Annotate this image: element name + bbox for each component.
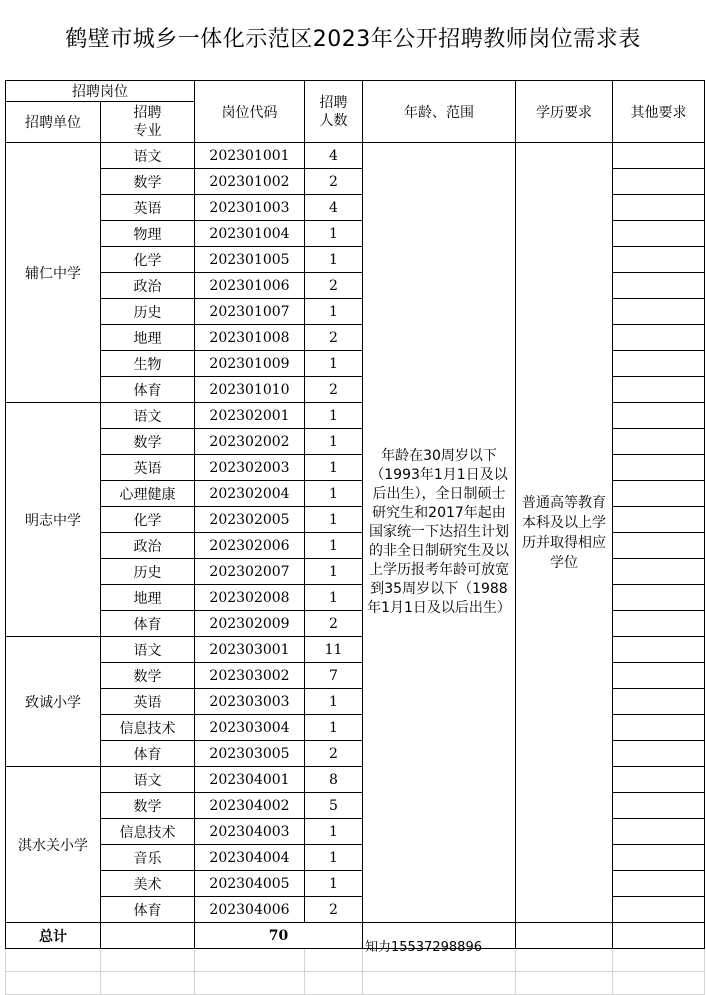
count-cell: 2 — [305, 325, 363, 351]
major-cell: 语文 — [101, 143, 195, 169]
other-requirement-cell — [613, 871, 705, 897]
post-code-cell: 202301002 — [195, 169, 305, 195]
contact-text: 知力15537298896 — [365, 940, 482, 955]
count-cell: 1 — [305, 689, 363, 715]
other-requirement-cell — [613, 507, 705, 533]
sheet-grid-cell — [195, 949, 305, 972]
post-code-cell: 202301006 — [195, 273, 305, 299]
sheet-grid-cell — [6, 949, 101, 972]
unit-name: 明志中学 — [6, 403, 101, 637]
header-code: 岗位代码 — [195, 81, 305, 143]
count-cell: 8 — [305, 767, 363, 793]
major-cell: 体育 — [101, 741, 195, 767]
count-cell: 1 — [305, 481, 363, 507]
other-requirement-cell — [613, 897, 705, 923]
post-code-cell: 202302007 — [195, 559, 305, 585]
major-cell: 美术 — [101, 871, 195, 897]
post-code-cell: 202301004 — [195, 221, 305, 247]
header-education: 学历要求 — [516, 81, 613, 143]
other-requirement-cell — [613, 429, 705, 455]
page-title: 鹤壁市城乡一体化示范区2023年公开招聘教师岗位需求表 — [65, 27, 641, 52]
unit-name: 辅仁中学 — [6, 143, 101, 403]
other-requirement-cell — [613, 143, 705, 169]
major-cell: 地理 — [101, 585, 195, 611]
other-requirement-cell — [613, 403, 705, 429]
total-value: 70 — [195, 923, 363, 949]
other-requirement-cell — [613, 689, 705, 715]
count-cell: 1 — [305, 247, 363, 273]
count-cell: 1 — [305, 299, 363, 325]
major-cell: 数学 — [101, 429, 195, 455]
major-cell: 数学 — [101, 793, 195, 819]
post-code-cell: 202303001 — [195, 637, 305, 663]
other-requirement-cell — [613, 351, 705, 377]
major-cell: 语文 — [101, 767, 195, 793]
header-other: 其他要求 — [613, 81, 705, 143]
major-cell: 体育 — [101, 611, 195, 637]
sheet-grid-cell — [613, 949, 705, 972]
major-cell: 地理 — [101, 325, 195, 351]
count-cell: 1 — [305, 403, 363, 429]
count-cell: 1 — [305, 507, 363, 533]
major-cell: 化学 — [101, 247, 195, 273]
major-cell: 政治 — [101, 533, 195, 559]
post-code-cell: 202302004 — [195, 481, 305, 507]
count-cell: 1 — [305, 455, 363, 481]
post-code-cell: 202301009 — [195, 351, 305, 377]
sheet-grid-cell — [613, 972, 705, 995]
count-cell: 1 — [305, 715, 363, 741]
count-cell: 2 — [305, 169, 363, 195]
count-cell: 2 — [305, 611, 363, 637]
major-cell: 信息技术 — [101, 819, 195, 845]
other-requirement-cell — [613, 325, 705, 351]
header-age: 年龄、范围 — [363, 81, 516, 143]
major-cell: 音乐 — [101, 845, 195, 871]
other-requirement-cell — [613, 299, 705, 325]
sheet-grid-cell — [516, 949, 613, 972]
post-code-cell: 202302001 — [195, 403, 305, 429]
other-requirement-cell — [613, 715, 705, 741]
major-cell: 心理健康 — [101, 481, 195, 507]
other-requirement-cell — [613, 221, 705, 247]
header-post-group: 招聘岗位 — [6, 81, 195, 102]
major-cell: 数学 — [101, 663, 195, 689]
sheet-grid-cell — [363, 972, 516, 995]
other-requirement-cell — [613, 845, 705, 871]
other-requirement-cell — [613, 663, 705, 689]
sheet-grid-cell — [305, 949, 363, 972]
other-requirement-cell — [613, 273, 705, 299]
major-cell: 政治 — [101, 273, 195, 299]
count-cell: 1 — [305, 351, 363, 377]
post-code-cell: 202302002 — [195, 429, 305, 455]
count-cell: 1 — [305, 871, 363, 897]
other-requirement-cell — [613, 637, 705, 663]
major-cell: 体育 — [101, 377, 195, 403]
header-unit: 招聘单位 — [6, 102, 101, 143]
count-cell: 2 — [305, 741, 363, 767]
post-code-cell: 202304001 — [195, 767, 305, 793]
other-requirement-cell — [613, 169, 705, 195]
other-requirement-cell — [613, 741, 705, 767]
post-code-cell: 202304004 — [195, 845, 305, 871]
education-requirement: 普通高等教育本科及以上学历并取得相应学位 — [516, 143, 613, 923]
count-cell: 1 — [305, 845, 363, 871]
count-cell: 4 — [305, 143, 363, 169]
major-cell: 历史 — [101, 559, 195, 585]
major-cell: 历史 — [101, 299, 195, 325]
total-empty — [613, 923, 705, 949]
other-requirement-cell — [613, 481, 705, 507]
total-empty — [516, 923, 613, 949]
sheet-grid-cell — [6, 972, 101, 995]
post-code-cell: 202303004 — [195, 715, 305, 741]
age-requirement: 年龄在30周岁以下（1993年1月1日及以后出生），全日制硕士研究生和2017年起由国家统一下达招生计划的非全日制研究生及以上学历报考年龄可放宽到35周岁以下（1988年1月1日及以后出生） — [363, 143, 516, 923]
table-body — [6, 81, 705, 995]
other-requirement-cell — [613, 767, 705, 793]
major-cell: 英语 — [101, 195, 195, 221]
other-requirement-cell — [613, 455, 705, 481]
total-row — [6, 923, 705, 949]
major-cell: 英语 — [101, 689, 195, 715]
sheet-grid-cell — [195, 972, 305, 995]
sheet-grid-cell — [305, 972, 363, 995]
post-code-cell: 202302009 — [195, 611, 305, 637]
major-cell: 数学 — [101, 169, 195, 195]
major-cell: 物理 — [101, 221, 195, 247]
sheet-grid-cell — [101, 949, 195, 972]
sheet-grid-row — [6, 972, 705, 995]
other-requirement-cell — [613, 377, 705, 403]
major-cell: 信息技术 — [101, 715, 195, 741]
post-code-cell: 202302003 — [195, 455, 305, 481]
other-requirement-cell — [613, 793, 705, 819]
count-cell: 2 — [305, 377, 363, 403]
header-count: 招聘 人数 — [305, 81, 363, 143]
post-code-cell: 202304002 — [195, 793, 305, 819]
count-cell: 5 — [305, 793, 363, 819]
count-cell: 1 — [305, 819, 363, 845]
post-code-cell: 202304003 — [195, 819, 305, 845]
post-code-cell: 202304005 — [195, 871, 305, 897]
count-cell: 7 — [305, 663, 363, 689]
other-requirement-cell — [613, 195, 705, 221]
major-cell: 英语 — [101, 455, 195, 481]
other-requirement-cell — [613, 559, 705, 585]
post-code-cell: 202302005 — [195, 507, 305, 533]
sheet-grid-cell — [516, 972, 613, 995]
sheet-grid-row — [6, 949, 705, 972]
post-code-cell: 202301010 — [195, 377, 305, 403]
other-requirement-cell — [613, 533, 705, 559]
count-cell: 11 — [305, 637, 363, 663]
post-code-cell: 202301003 — [195, 195, 305, 221]
post-code-cell: 202302008 — [195, 585, 305, 611]
major-cell: 化学 — [101, 507, 195, 533]
header-row — [6, 81, 705, 102]
other-requirement-cell — [613, 611, 705, 637]
post-code-cell: 202303003 — [195, 689, 305, 715]
post-code-cell: 202304006 — [195, 897, 305, 923]
other-requirement-cell — [613, 247, 705, 273]
post-code-cell: 202303005 — [195, 741, 305, 767]
count-cell: 1 — [305, 221, 363, 247]
other-requirement-cell — [613, 585, 705, 611]
table-row — [6, 143, 705, 169]
count-cell: 1 — [305, 533, 363, 559]
count-cell: 1 — [305, 585, 363, 611]
count-cell: 2 — [305, 273, 363, 299]
post-code-cell: 202303002 — [195, 663, 305, 689]
major-cell: 语文 — [101, 403, 195, 429]
other-requirement-cell — [613, 819, 705, 845]
post-code-cell: 202301005 — [195, 247, 305, 273]
requirements-table — [5, 80, 705, 995]
unit-name: 淇水关小学 — [6, 767, 101, 923]
post-code-cell: 202301008 — [195, 325, 305, 351]
count-cell: 1 — [305, 429, 363, 455]
major-cell: 体育 — [101, 897, 195, 923]
sheet-grid-cell — [101, 972, 195, 995]
count-cell: 4 — [305, 195, 363, 221]
unit-name: 致诚小学 — [6, 637, 101, 767]
post-code-cell: 202302006 — [195, 533, 305, 559]
post-code-cell: 202301001 — [195, 143, 305, 169]
major-cell: 语文 — [101, 637, 195, 663]
post-code-cell: 202301007 — [195, 299, 305, 325]
total-empty — [101, 923, 195, 949]
header-major: 招聘 专业 — [101, 102, 195, 143]
count-cell: 2 — [305, 897, 363, 923]
major-cell: 生物 — [101, 351, 195, 377]
count-cell: 1 — [305, 559, 363, 585]
total-label: 总计 — [6, 923, 101, 949]
